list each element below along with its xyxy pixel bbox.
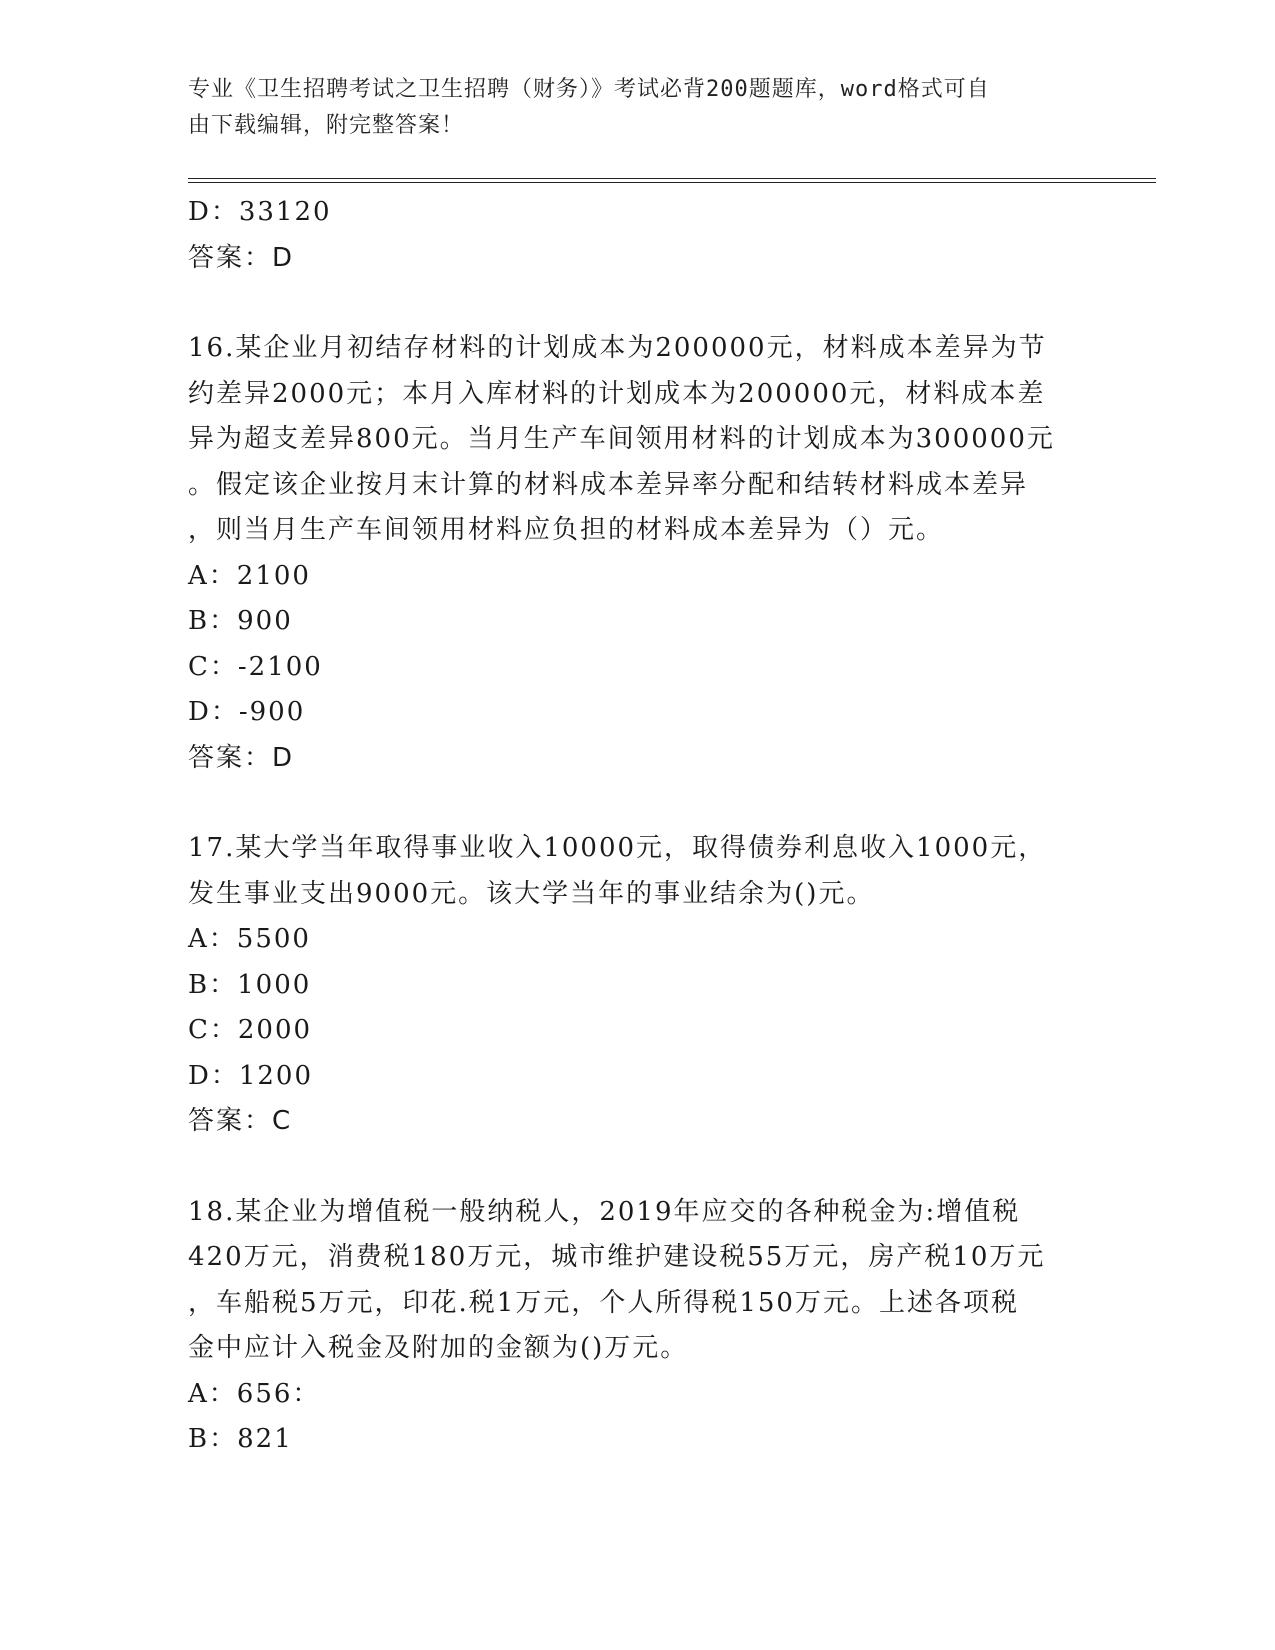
option-b: B：821 — [188, 1424, 293, 1454]
option-d: D：1200 — [188, 1060, 314, 1091]
document-content — [188, 190, 1088, 1463]
stem-line: 420万元，消费税180万元，城市维护建设税55万元，房产税10万元 — [188, 1242, 1046, 1272]
header-divider — [188, 178, 1156, 183]
stem-line: 17.某大学当年取得事业收入10000元，取得债券利息收入1000元， — [188, 833, 1047, 863]
stem-line: 18.某企业为增值税一般纳税人，2019年应交的各种税金为:增值税 — [188, 1196, 1021, 1227]
option-a: A：5500 — [188, 924, 311, 954]
option-d: D：33120 — [188, 197, 332, 227]
stem-line: 金中应计入税金及附加的金额为()万元。 — [188, 1333, 689, 1363]
question-stem — [188, 826, 1088, 917]
answer-line: 答案：C — [188, 1106, 293, 1136]
stem-line: 约差异2000元；本月入库材料的计划成本为200000元，材料成本差 — [188, 378, 1046, 409]
option-b: B：900 — [188, 606, 293, 636]
question-stem — [188, 326, 1088, 554]
stem-line: 发生事业支出9000元。该大学当年的事业结余为()元。 — [188, 878, 875, 909]
question-stem — [188, 1190, 1088, 1372]
document-header — [188, 72, 1068, 144]
option-a: A：656： — [188, 1378, 321, 1409]
answer-line: 答案：D — [188, 742, 295, 773]
option-c: C：-2100 — [188, 651, 323, 682]
stem-line: 异为超支差异800元。当月生产车间领用材料的计划成本为300000元 — [188, 424, 1055, 454]
header-line-1: 专业《卫生招聘考试之卫生招聘（财务）》考试必背200题题库，word格式可自 — [188, 77, 990, 102]
option-a: A：2100 — [188, 560, 311, 591]
option-c: C：2000 — [188, 1015, 313, 1045]
question-17 — [188, 826, 1088, 1145]
option-d: D：-900 — [188, 697, 306, 727]
option-b: B：1000 — [188, 969, 312, 1000]
question-18 — [188, 1190, 1088, 1463]
stem-line: ，则当月生产车间领用材料应负担的材料成本差异为（）元。 — [188, 515, 945, 545]
stem-line: 16.某企业月初结存材料的计划成本为200000元，材料成本差异为节 — [188, 333, 1047, 363]
header-line-2: 由下载编辑，附完整答案！ — [188, 113, 465, 138]
stem-line: ，车船税5万元，印花.税1万元，个人所得税150万元。上述各项税 — [188, 1287, 1019, 1318]
previous-question-tail — [188, 190, 1088, 281]
answer-line: 答案：D — [188, 242, 295, 273]
question-16 — [188, 326, 1088, 781]
stem-line: 。假定该企业按月末计算的材料成本差异率分配和结转材料成本差异 — [188, 469, 1029, 500]
